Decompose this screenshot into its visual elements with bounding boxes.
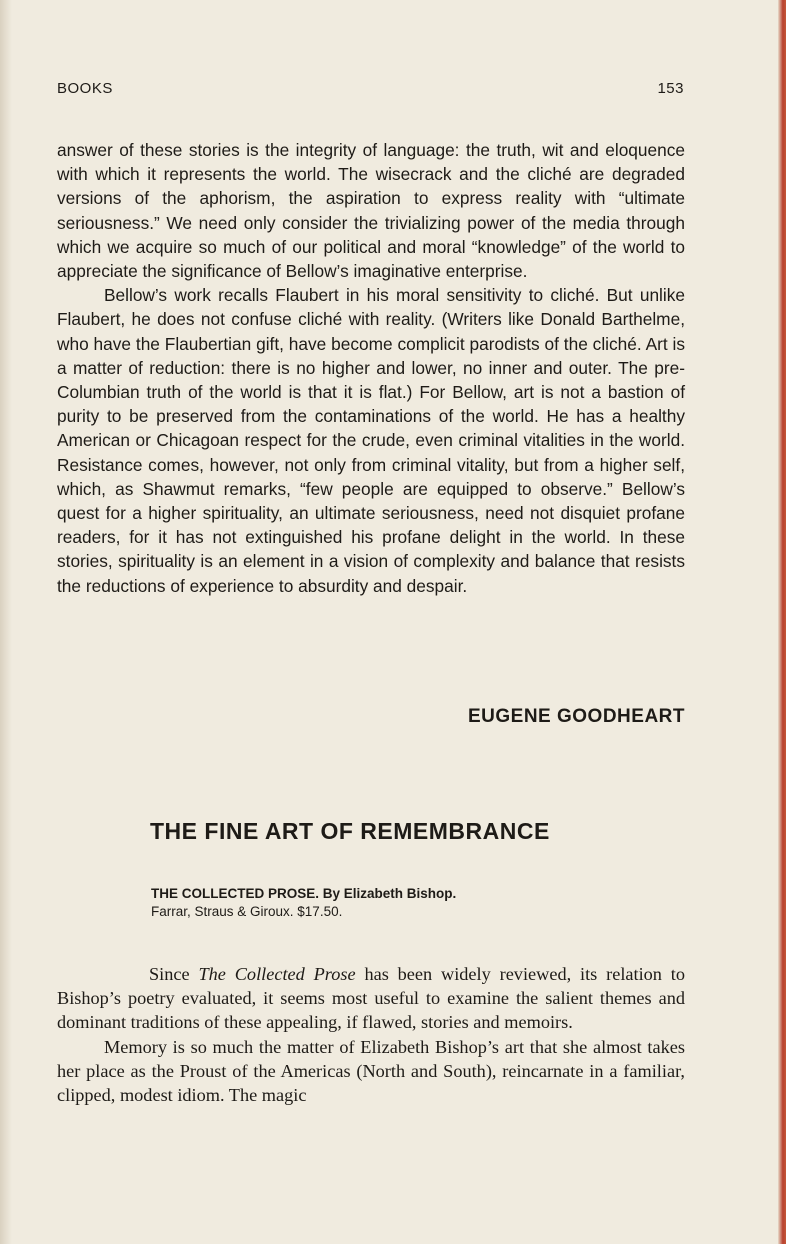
review-body [57, 962, 685, 1107]
page-number: 153 [657, 80, 684, 97]
paragraph: answer of these stories is the integrity of language: the truth, wit and eloquence with which it represents the world. The wisecrack and the cliché are degraded versions of the aphorism, the aspiration to express reality with “ultimate seriousness.” We need only consider the trivializing power of the media through which we acquire so much of our political and moral “knowledge” of the world to appreciate the significance of Bellow’s imaginative enterprise. [57, 140, 685, 282]
reviewer-signature: EUGENE GOODHEART [467, 706, 685, 727]
text-run: has been widely reviewed, its relation to Bishop’s poetry evaluated, it seems most useful to examine the salient themes and dominant traditions of these appealing, if flawed, stories and memoirs. [57, 964, 686, 1033]
book-citation [151, 885, 456, 921]
page-edge [778, 0, 786, 1244]
publisher-price: Farrar, Straus & Giroux. $17.50. [151, 904, 343, 919]
paragraph [57, 962, 685, 1035]
paragraph: Bellow’s work recalls Flaubert in his moral sensitivity to cliché. But unlike Flaubert, he does not confuse cliché with reality. (Writers like Donald Barthelme, who have the Flaubertian gift, have become complicit parodists of the cliché. Art is a matter of reduction: there is no higher and lower, no inner and outer. The pre-Columbian truth of the world is that it is flat.) For Bellow, art is not a bastion of purity to be preserved from the contaminations of the world. He has a healthy American or Chicagoan respect for the crude, even criminal vitalities in the world. Resistance comes, however, not only from criminal vitality, but from a higher self, which, as Shawmut remarks, “few people are equipped to observe.” Bellow’s quest for a higher spirituality, an ultimate seriousness, need not disquiet profane readers, for it has not extinguished his profane delight in the world. In these stories, spirituality is an element in a vision of complexity and balance that resists the reductions of experience to absurdity and despair. [57, 285, 685, 596]
book-title-author: THE COLLECTED PROSE. By Elizabeth Bishop. [151, 886, 457, 901]
section-title: BOOKS [57, 80, 113, 97]
paragraph: Memory is so much the matter of Elizabeth Bishop’s art that she almost takes her place as the Proust of the Americas (North and South), reincarnate in a familiar, clipped, modest idiom. The magic [57, 1036, 685, 1106]
review-title: THE FINE ART OF REMEMBRANCE [150, 818, 550, 844]
text-run: Since [149, 964, 199, 984]
page-gutter-shadow [0, 0, 12, 1244]
book-title-italic: The Collected Prose [198, 964, 356, 984]
previous-review-text [57, 138, 685, 598]
